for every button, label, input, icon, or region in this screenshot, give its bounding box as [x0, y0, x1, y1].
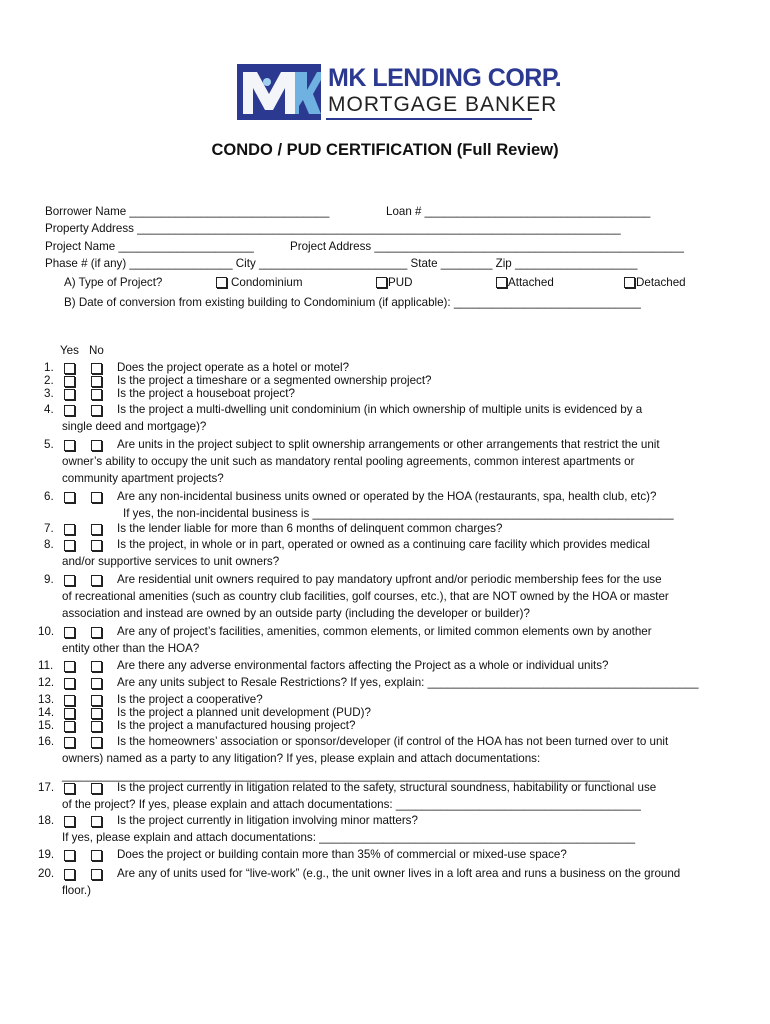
question-number: 5.: [44, 438, 54, 451]
question-20-no-checkbox[interactable]: [91, 869, 102, 880]
question-18-continuation: If yes, please explain and attach documentations: _________________________________________________: [62, 831, 636, 844]
question-9-yes-checkbox[interactable]: [64, 575, 75, 586]
company-name: MK LENDING CORP.: [328, 64, 562, 92]
question-18-yes-checkbox[interactable]: [64, 816, 75, 827]
question-6-yes-checkbox[interactable]: [64, 492, 75, 503]
question-number: 18.: [38, 814, 55, 827]
question-number: 14.: [38, 706, 55, 719]
question-number: 9.: [44, 573, 54, 586]
question-2-yes-checkbox[interactable]: [64, 376, 75, 387]
question-number: 12.: [38, 676, 55, 689]
question-19-no-checkbox[interactable]: [91, 850, 102, 861]
question-17-continuation: of the project? If yes, please explain and attach documentations: ______________________________________: [62, 798, 641, 811]
question-9-continuation: of recreational amenities (such as country club facilities, golf courses, etc.), that are NOT owned by the HOA or master: [62, 590, 669, 603]
question-16-continuation: owners) named as a party to any litigation? If yes, please explain and attach documentations:: [62, 752, 541, 765]
question-5-continuation: owner’s ability to occupy the unit such as mandatory rental pooling agreements, common interest apartments or: [62, 455, 635, 468]
question-7-no-checkbox[interactable]: [91, 524, 102, 535]
question-12-yes-checkbox[interactable]: [64, 678, 75, 689]
question-number: 3.: [44, 387, 54, 400]
property-address-field[interactable]: Property Address ___________________________________________________________________________: [45, 222, 621, 235]
question-16-continuation: _____________________________________________________________________________________: [62, 769, 611, 782]
question-10-yes-checkbox[interactable]: [64, 627, 75, 638]
question-5-no-checkbox[interactable]: [91, 440, 102, 451]
logo-divider: [326, 118, 532, 120]
project-name-field[interactable]: Project Name _____________________: [45, 240, 254, 253]
question-number: 13.: [38, 693, 55, 706]
condominium-checkbox[interactable]: [216, 277, 227, 288]
question-8-yes-checkbox[interactable]: [64, 540, 75, 551]
question-1-no-checkbox[interactable]: [91, 363, 102, 374]
question-number: 17.: [38, 781, 55, 794]
question-8-text: Is the project, in whole or in part, operated or owned as a continuing care facility which provides medical: [117, 538, 650, 551]
attached-label: Attached: [508, 276, 554, 289]
question-11-no-checkbox[interactable]: [91, 661, 102, 672]
question-20-yes-checkbox[interactable]: [64, 869, 75, 880]
question-5-text: Are units in the project subject to split ownership arrangements or other arrangements that restrict the unit: [117, 438, 660, 451]
question-7-yes-checkbox[interactable]: [64, 524, 75, 535]
question-number: 7.: [44, 522, 54, 535]
detached-checkbox[interactable]: [624, 277, 635, 288]
question-4-text: Is the project a multi-dwelling unit condominium (in which ownership of multiple units is evidenced by a: [117, 403, 643, 416]
question-10-continuation: entity other than the HOA?: [62, 642, 200, 655]
form-title: CONDO / PUD CERTIFICATION (Full Review): [211, 141, 559, 159]
question-16-yes-checkbox[interactable]: [64, 737, 75, 748]
question-number: 1.: [44, 361, 54, 374]
phase-city-state-zip-field[interactable]: Phase # (if any) ________________ City _______________________ State ________ Zip ___________________: [45, 257, 638, 270]
yes-column-header: Yes: [60, 344, 79, 357]
company-logo-mark: [237, 64, 321, 120]
pud-checkbox[interactable]: [376, 277, 387, 288]
question-11-text: Are there any adverse environmental factors affecting the Project as a whole or individual units?: [117, 659, 609, 672]
question-17-text: Is the project currently in litigation related to the safety, structural soundness, habitability or functional use: [117, 781, 657, 794]
question-number: 2.: [44, 374, 54, 387]
question-3-no-checkbox[interactable]: [91, 389, 102, 400]
attached-checkbox[interactable]: [496, 277, 507, 288]
question-18-text: Is the project currently in litigation involving minor matters?: [117, 814, 418, 827]
question-3-yes-checkbox[interactable]: [64, 389, 75, 400]
no-column-header: No: [89, 344, 104, 357]
question-18-no-checkbox[interactable]: [91, 816, 102, 827]
question-12-no-checkbox[interactable]: [91, 678, 102, 689]
question-3-text: Is the project a houseboat project?: [117, 387, 295, 400]
question-4-no-checkbox[interactable]: [91, 405, 102, 416]
company-subtitle: MORTGAGE BANKER: [328, 93, 558, 116]
question-16-no-checkbox[interactable]: [91, 737, 102, 748]
question-10-no-checkbox[interactable]: [91, 627, 102, 638]
question-15-text: Is the project a manufactured housing project?: [117, 719, 356, 732]
question-8-continuation: and/or supportive services to unit owners?: [62, 555, 280, 568]
question-1-text: Does the project operate as a hotel or motel?: [117, 361, 350, 374]
question-17-no-checkbox[interactable]: [91, 783, 102, 794]
question-15-no-checkbox[interactable]: [91, 721, 102, 732]
question-13-yes-checkbox[interactable]: [64, 695, 75, 706]
question-number: 19.: [38, 848, 55, 861]
question-5-yes-checkbox[interactable]: [64, 440, 75, 451]
loan-number-field[interactable]: Loan # ___________________________________: [386, 205, 651, 218]
question-number: 15.: [38, 719, 55, 732]
question-9-text: Are residential unit owners required to pay mandatory upfront and/or periodic membership fees for the use: [117, 573, 662, 586]
question-14-no-checkbox[interactable]: [91, 708, 102, 719]
question-4-continuation: single deed and mortgage)?: [62, 420, 207, 433]
conversion-date-field[interactable]: B) Date of conversion from existing building to Condominium (if applicable): _____________________________: [64, 296, 641, 309]
question-5-continuation: community apartment projects?: [62, 472, 224, 485]
question-6-no-checkbox[interactable]: [91, 492, 102, 503]
detached-label: Detached: [636, 276, 686, 289]
question-14-yes-checkbox[interactable]: [64, 708, 75, 719]
project-address-field[interactable]: Project Address ________________________________________________: [290, 240, 684, 253]
question-11-yes-checkbox[interactable]: [64, 661, 75, 672]
question-number: 10.: [38, 625, 55, 638]
borrower-name-field[interactable]: Borrower Name _______________________________: [45, 205, 330, 218]
question-number: 20.: [38, 867, 55, 880]
question-number: 16.: [38, 735, 55, 748]
question-9-continuation: association and instead are owned by an outside party (including the developer or builder)?: [62, 607, 530, 620]
question-2-no-checkbox[interactable]: [91, 376, 102, 387]
question-20-continuation: floor.): [62, 884, 91, 897]
condominium-label: Condominium: [231, 276, 303, 289]
question-15-yes-checkbox[interactable]: [64, 721, 75, 732]
question-13-text: Is the project a cooperative?: [117, 693, 263, 706]
question-17-yes-checkbox[interactable]: [64, 783, 75, 794]
question-number: 4.: [44, 403, 54, 416]
question-6-followup-field[interactable]: If yes, the non-incidental business is ________________________________________________________: [123, 507, 674, 520]
question-16-text: Is the homeowners’ association or sponsor/developer (if control of the HOA has not been turned over to unit: [117, 735, 669, 748]
question-14-text: Is the project a planned unit development (PUD)?: [117, 706, 371, 719]
question-number: 6.: [44, 490, 54, 503]
question-1-yes-checkbox[interactable]: [64, 363, 75, 374]
question-6-text: Are any non-incidental business units owned or operated by the HOA (restaurants, spa, health club, etc)?: [117, 490, 657, 503]
question-19-text: Does the project or building contain more than 35% of commercial or mixed-use space?: [117, 848, 567, 861]
question-10-text: Are any of project’s facilities, amenities, common elements, or limited common elements own by another: [117, 625, 652, 638]
question-8-no-checkbox[interactable]: [91, 540, 102, 551]
project-type-label: A) Type of Project?: [64, 276, 163, 289]
question-7-text: Is the lender liable for more than 6 months of delinquent common charges?: [117, 522, 503, 535]
question-12-text: Are any units subject to Resale Restrictions? If yes, explain: __________________________________________: [117, 676, 699, 689]
question-20-text: Are any of units used for “live-work” (e.g., the unit owner lives in a loft area and runs a business on the ground: [117, 867, 681, 880]
question-number: 11.: [38, 659, 54, 672]
pud-label: PUD: [388, 276, 413, 289]
question-9-no-checkbox[interactable]: [91, 575, 102, 586]
question-4-yes-checkbox[interactable]: [64, 405, 75, 416]
question-2-text: Is the project a timeshare or a segmented ownership project?: [117, 374, 432, 387]
question-number: 8.: [44, 538, 54, 551]
question-13-no-checkbox[interactable]: [91, 695, 102, 706]
question-19-yes-checkbox[interactable]: [64, 850, 75, 861]
